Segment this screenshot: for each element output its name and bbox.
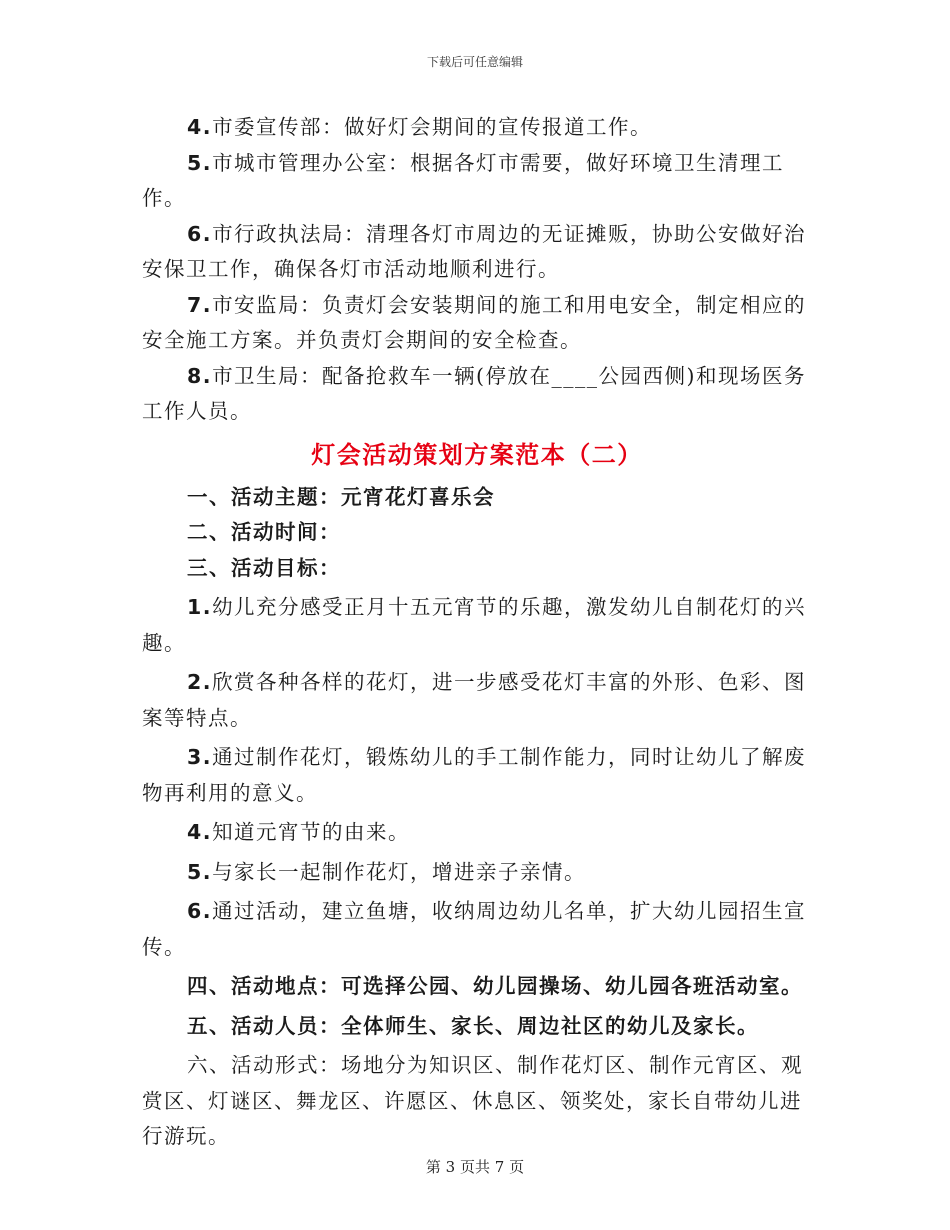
list-item xyxy=(142,288,812,359)
list-item xyxy=(142,590,812,661)
item-text: 通过活动，建立鱼塘，收纳周边幼儿名单，扩大幼儿园招生宣传。 xyxy=(142,899,807,959)
page-header: 下载后可任意编辑 xyxy=(426,55,523,69)
item-text: 市安监局：负责灯会安装期间的施工和用电安全，制定相应的安全施工方案。并负责灯会期间的安全检查。 xyxy=(142,292,807,352)
item-text: 通过制作花灯，锻炼幼儿的手工制作能力，同时让幼儿了解废物再利用的意义。 xyxy=(142,745,807,805)
item-text: 市行政执法局：清理各灯市周边的无证摊贩，协助公安做好治安保卫工作，确保各灯市活动地顺利进行。 xyxy=(142,221,807,281)
item-number: 5. xyxy=(187,150,213,175)
item-number: 2. xyxy=(187,670,213,694)
item-text: 市城市管理办公室：根据各灯市需要，做好环境卫生清理工作。 xyxy=(142,150,785,210)
item-number: 8. xyxy=(187,363,213,388)
item-text: 欣赏各种各样的花灯，进一步感受花灯丰富的外形、色彩、图案等特点。 xyxy=(142,670,807,730)
document-body xyxy=(142,110,812,1155)
list-item xyxy=(142,217,812,288)
item-number: 7. xyxy=(187,292,213,317)
item-number: 6. xyxy=(187,899,213,923)
section-title: 灯会活动策划方案范本（二） xyxy=(311,439,643,469)
list-item xyxy=(142,146,812,217)
list-item xyxy=(142,359,812,430)
heading-time: 二、活动时间： xyxy=(187,520,341,544)
heading-goals: 三、活动目标： xyxy=(187,555,341,580)
list-item xyxy=(142,815,812,851)
heading-participants: 五、活动人员：全体师生、家长、周边社区的幼儿及家长。 xyxy=(187,1013,759,1038)
list-item xyxy=(142,855,812,891)
list-item xyxy=(142,894,812,965)
item-number: 3. xyxy=(187,745,213,769)
item-number: 4. xyxy=(187,115,213,139)
list-item xyxy=(142,110,812,146)
heading-theme: 一、活动主题：元宵花灯喜乐会 xyxy=(187,484,495,509)
list-item xyxy=(142,740,812,811)
item-text: 与家长一起制作花灯，增进亲子亲情。 xyxy=(212,859,587,884)
item-text: 知道元宵节的由来。 xyxy=(212,820,411,844)
item-text: 市委宣传部：做好灯会期间的宣传报道工作。 xyxy=(212,115,653,139)
list-item xyxy=(142,665,812,736)
heading-location: 四、活动地点：可选择公园、幼儿园操场、幼儿园各班活动室。 xyxy=(187,974,803,998)
item-number: 5. xyxy=(187,859,213,884)
item-text: 幼儿充分感受正月十五元宵节的乐趣，激发幼儿自制花灯的兴趣。 xyxy=(142,595,807,655)
paragraph-format: 六、活动形式：场地分为知识区、制作花灯区、制作元宵区、观赏区、灯谜区、舞龙区、许愿区、休息区、领奖处，家长自带幼儿进行游玩。 xyxy=(142,1053,803,1148)
item-number: 4. xyxy=(187,820,213,844)
item-number: 6. xyxy=(187,221,213,246)
item-number: 1. xyxy=(187,595,213,619)
item-text: 市卫生局：配备抢救车一辆(停放在____公园西侧)和现场医务工作人员。 xyxy=(142,363,807,423)
page-footer: 第 3 页共 7 页 xyxy=(425,1158,525,1176)
